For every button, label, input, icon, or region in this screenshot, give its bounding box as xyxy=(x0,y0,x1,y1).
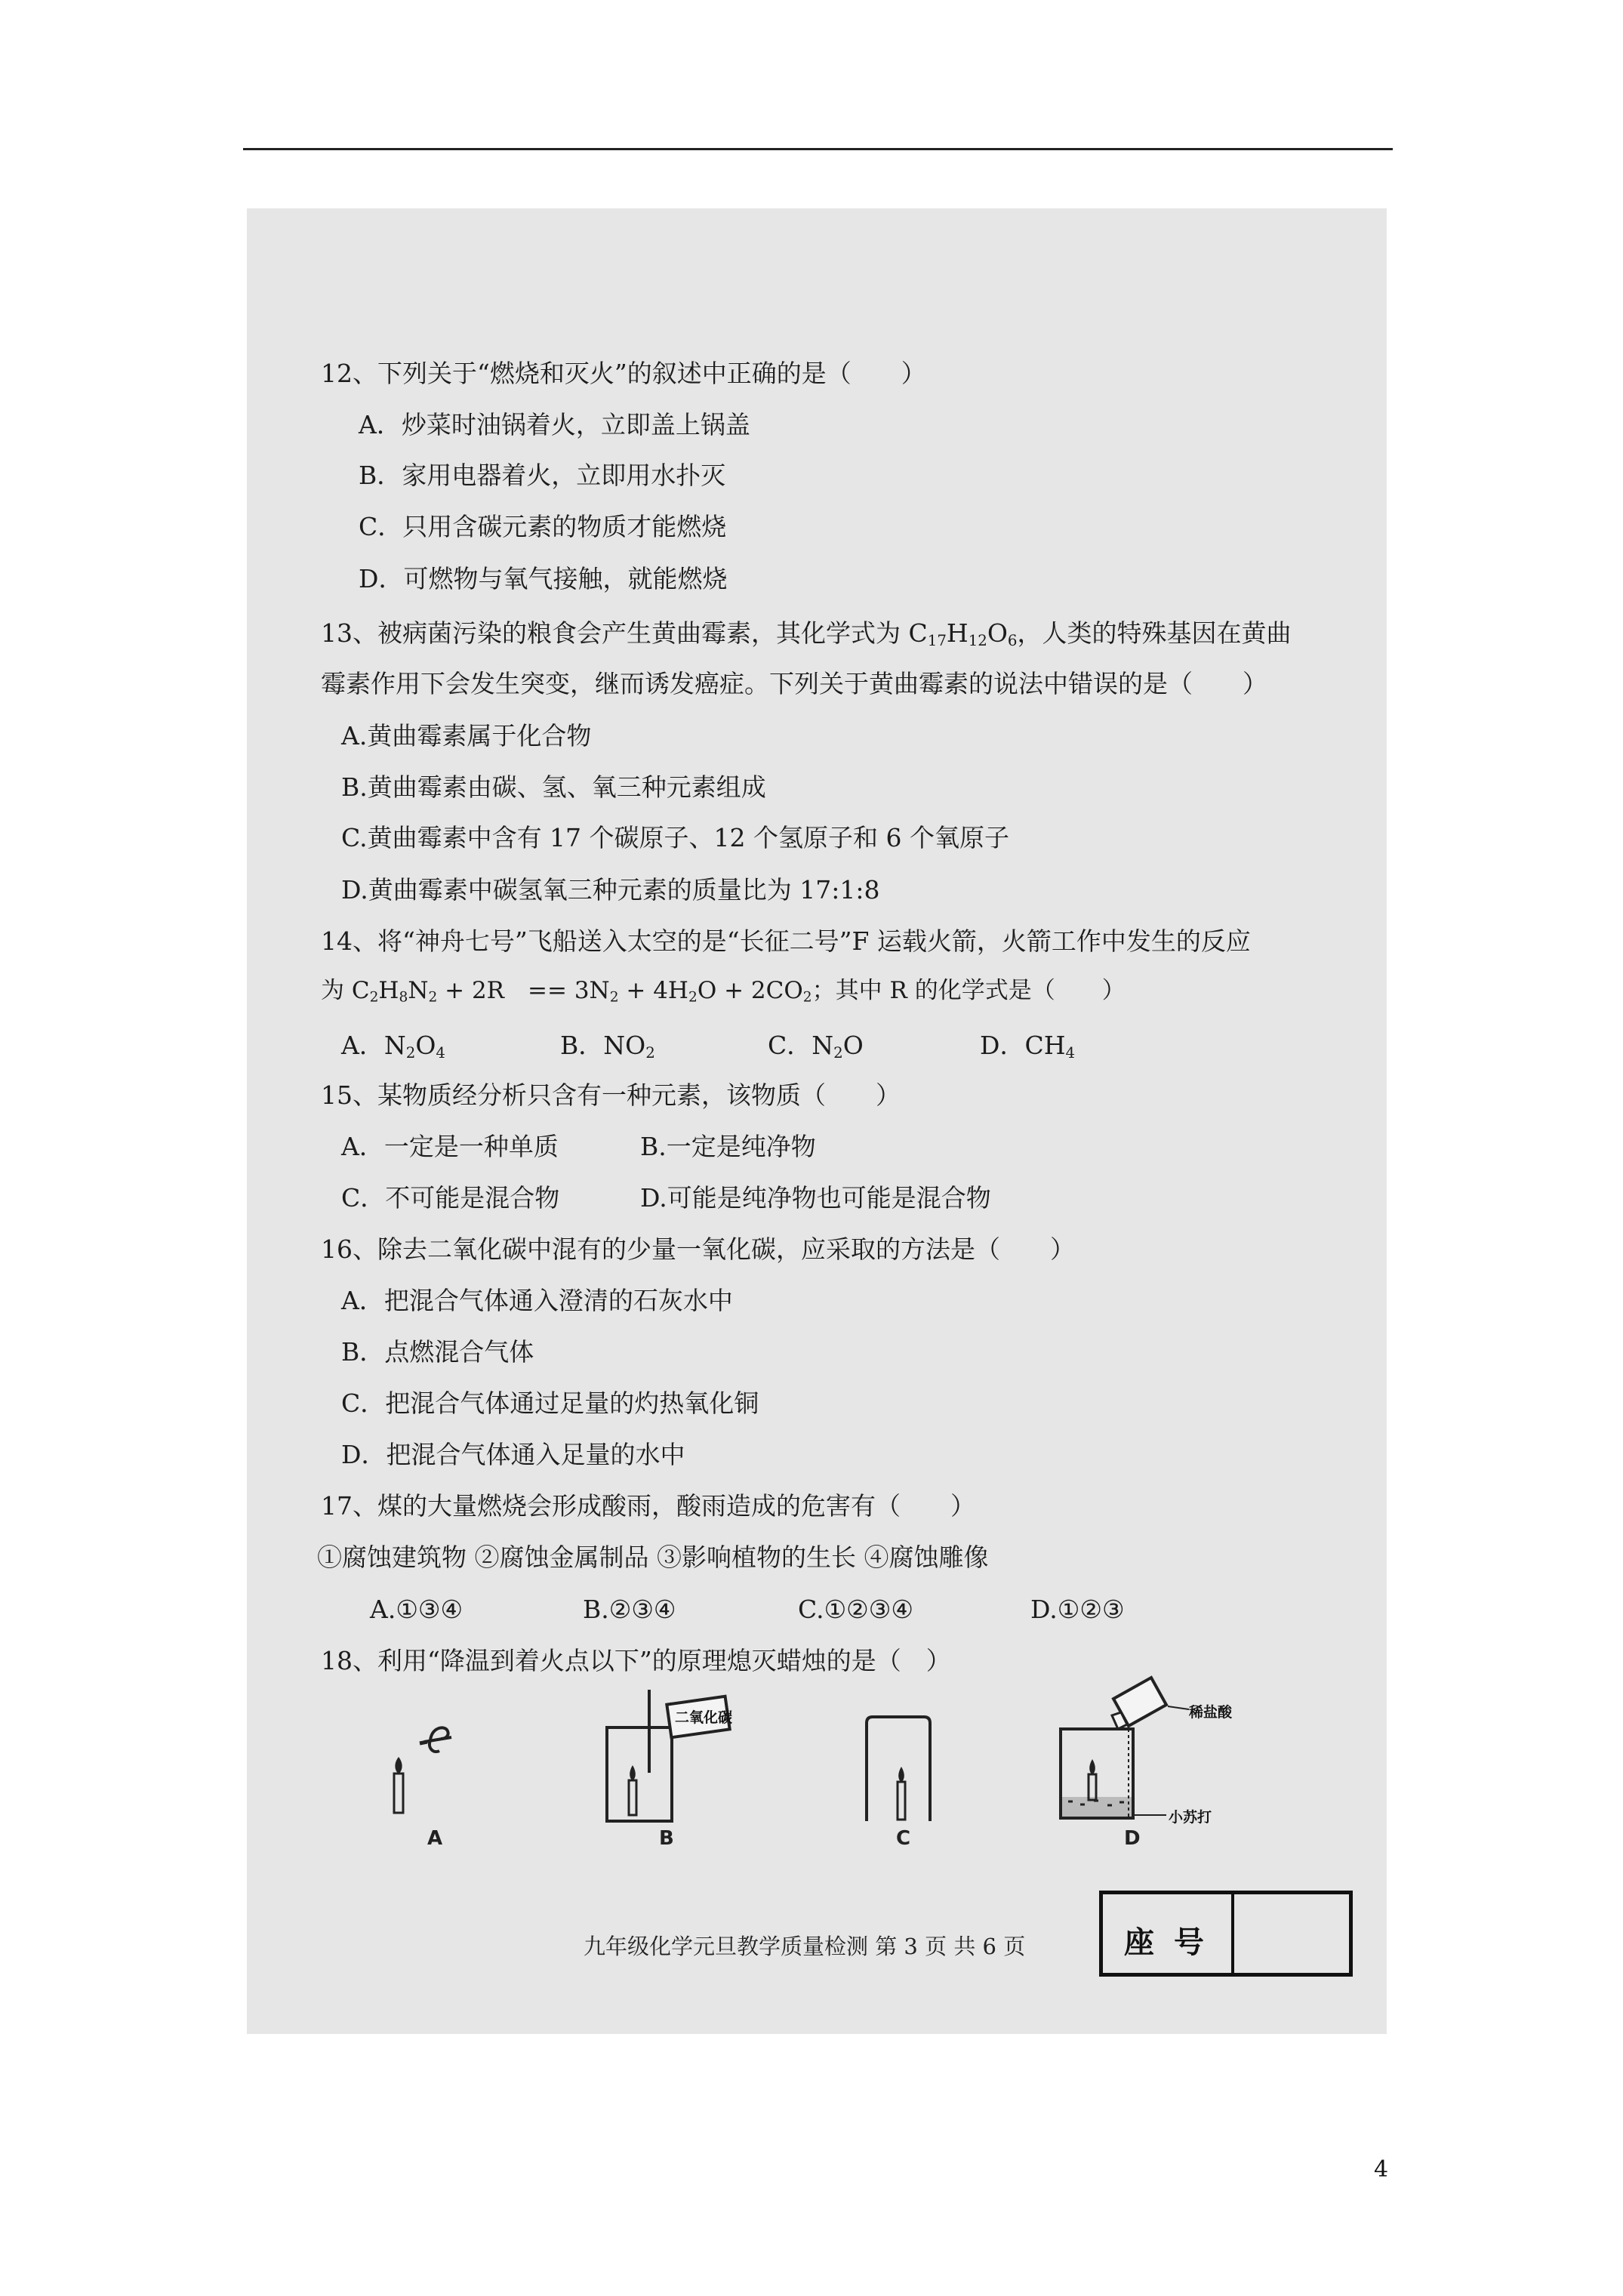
q15-option-c: C．不可能是混合物 xyxy=(341,1183,560,1213)
q15-stem: 15、某物质经分析只含有一种元素，该物质（ ） xyxy=(321,1080,901,1110)
q15-option-d: D.可能是纯净物也可能是混合物 xyxy=(640,1183,991,1213)
q12-stem: 12、下列关于“燃烧和灭火”的叙述中正确的是（ ） xyxy=(321,359,926,388)
q18-stem: 18、利用“降温到着火点以下”的原理熄灭蜡烛的是（ ） xyxy=(321,1646,951,1675)
q13-option-d: D.黄曲霉素中碳氢氧三种元素的质量比为 17:1:8 xyxy=(341,875,880,905)
candle-icon xyxy=(898,1782,905,1820)
fan-icon xyxy=(424,1727,451,1752)
page-number: 4 xyxy=(1374,2156,1389,2183)
q12-option-a: A．炒菜时油锅着火，立即盖上锅盖 xyxy=(359,410,750,439)
q14-option-d: D．$CH_4$ xyxy=(980,1031,1076,1062)
seat-number-label: 座号 xyxy=(1124,1925,1224,1960)
q18-label-b: B xyxy=(659,1827,674,1850)
acid-bottle-label: 稀盐酸 xyxy=(1189,1704,1233,1721)
beaker-icon xyxy=(607,1727,672,1821)
q16-option-a: A．把混合气体通入澄清的石灰水中 xyxy=(341,1286,733,1315)
flame-icon xyxy=(898,1767,904,1782)
q16-option-d: D．把混合气体通入足量的水中 xyxy=(341,1440,685,1469)
q14-equation: 为 $C_2H_8N_2 + 2R$ == $3N_2 + 4H_2O + 2CO_2$；其中 R 的化学式是（ ） xyxy=(321,977,1126,1006)
q18-label-d: D xyxy=(1124,1827,1141,1850)
candle-icon xyxy=(1089,1774,1096,1800)
flame-icon xyxy=(395,1757,402,1774)
q13-option-b: B.黄曲霉素由碳、氢、氧三种元素组成 xyxy=(341,772,766,802)
q17-option-c: C.①②③④ xyxy=(798,1595,913,1624)
q18-figure-a xyxy=(377,1695,468,1823)
q14-option-a: A．$N_2O_4$ xyxy=(341,1031,445,1062)
q17-option-b: B.②③④ xyxy=(583,1595,676,1624)
q17-items: ①腐蚀建筑物 ②腐蚀金属制品 ③影响植物的生长 ④腐蚀雕像 xyxy=(317,1542,989,1572)
candle-icon xyxy=(394,1774,403,1813)
q18-label-c: C xyxy=(896,1827,911,1850)
q14-option-c: C．$N_2O$ xyxy=(768,1031,864,1062)
seat-number-box xyxy=(1099,1891,1353,1977)
q18-figure-b xyxy=(596,1682,732,1826)
q18-figure-c xyxy=(861,1712,944,1826)
flame-icon xyxy=(1089,1759,1095,1774)
q17-option-d: D.①②③ xyxy=(1030,1595,1125,1624)
q16-option-c: C．把混合气体通过足量的灼热氧化铜 xyxy=(341,1388,759,1418)
q12-option-d: D．可燃物与氧气接触，就能燃烧 xyxy=(359,564,728,593)
seat-box-divider xyxy=(1231,1894,1234,1973)
q15-option-a: A．一定是一种单质 xyxy=(341,1132,559,1161)
q16-stem: 16、除去二氧化碳中混有的少量一氧化碳，应采取的方法是（ ） xyxy=(321,1234,1075,1264)
exam-footer: 九年级化学元旦教学质量检测 第 3 页 共 6 页 xyxy=(584,1934,1026,1959)
q14-stem-line1: 14、将“神舟七号”飞船送入太空的是“长征二号”F 运载火箭，火箭工作中发生的反应 xyxy=(321,926,1251,956)
q18-figure-d xyxy=(1053,1669,1227,1823)
q18-label-a: A xyxy=(427,1827,443,1850)
q13-option-c: C.黄曲霉素中含有 17 个碳原子、12 个氢原子和 6 个氧原子 xyxy=(341,823,1009,852)
q13-stem-line1: 13、被病菌污染的粮食会产生黄曲霉素，其化学式为 $C_{17}H_{12}O_6$，人类的特殊基因在黄曲 xyxy=(321,618,1292,649)
q13-option-a: A.黄曲霉素属于化合物 xyxy=(341,721,592,750)
q16-option-b: B．点燃混合气体 xyxy=(341,1337,534,1367)
q14-option-b: B．$NO_2$ xyxy=(560,1031,655,1062)
q17-stem: 17、煤的大量燃烧会形成酸雨，酸雨造成的危害有（ ） xyxy=(321,1491,975,1521)
header-rule xyxy=(243,148,1393,150)
q15-option-b: B.一定是纯净物 xyxy=(640,1132,816,1161)
q13-stem-line2: 霉素作用下会发生突变，继而诱发癌症。下列关于黄曲霉素的说法中错误的是（ ） xyxy=(321,669,1267,698)
q12-option-c: C．只用含碳元素的物质才能燃烧 xyxy=(359,512,727,541)
candle-icon xyxy=(629,1780,636,1815)
q12-option-b: B．家用电器着火，立即用水扑灭 xyxy=(359,461,726,490)
flame-icon xyxy=(630,1765,636,1780)
co2-bottle-label: 二氧化碳 xyxy=(675,1709,733,1726)
q17-option-a: A.①③④ xyxy=(370,1595,463,1624)
baking-soda-label: 小苏打 xyxy=(1169,1809,1212,1826)
